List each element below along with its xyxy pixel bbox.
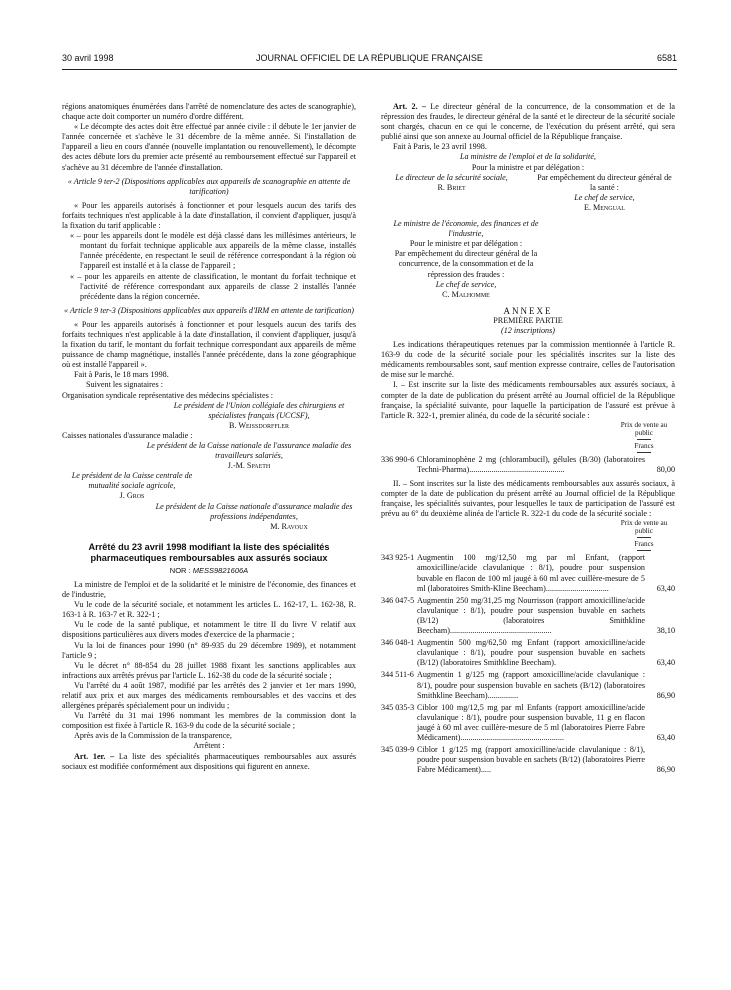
- drug-price: 63,40: [656, 732, 675, 742]
- drug-list: [381, 553, 675, 775]
- paragraph: « Le décompte des actes doit être effectué par année civile : il débute le 1er janvier de l'année concernée et s'achève le 31 décembre de la même année. Si l'installation de l'appareil a lieu en cours d'année (nouvelle implantation ou renouvellement), le décompte des actes débute lors du premier acte présenté au remboursement effectué sur l'appareil et s'achève au 31 décembre de l'année d'installation.: [62, 122, 356, 172]
- visa: Vu l'arrêté du 31 mai 1996 nommant les membres de la commission dont la composition est fixée à l'article R. 163-9 du code de la sécurité sociale ;: [62, 711, 356, 731]
- drug-price: 63,40: [656, 583, 675, 593]
- nor-code: MESS9821606A: [192, 565, 249, 575]
- drug-code: 345 039-9: [381, 745, 415, 755]
- minister-title: Le ministre de l'économie, des finances et de l'industrie,: [393, 219, 539, 239]
- price-header-label: Prix de vente au public: [620, 420, 668, 437]
- drug-entry: [381, 455, 675, 475]
- part-heading: PREMIÈRE PARTIE: [493, 315, 563, 325]
- right-column: [381, 102, 675, 775]
- signatory-title: Le président de la Caisse nationale de l'assurance maladie des travailleurs salariés,: [146, 441, 352, 461]
- drug-entry: [381, 596, 675, 636]
- signatory-name: J.-M. Spaeth: [227, 461, 271, 471]
- signatory-name: E. Mengual: [583, 202, 625, 212]
- nor-reference: [62, 566, 356, 576]
- visa: Vu le code de la sécurité sociale, et notamment les articles L. 162-17, L. 162-38, R. 163-1 à R. 163-7 et R. 322-1 ;: [62, 600, 356, 620]
- drug-entry: [381, 703, 675, 743]
- minister-title: La ministre de l'emploi et de la solidarité,: [460, 152, 596, 162]
- paragraph: La ministre de l'emploi et de la solidarité et le ministre de l'économie, des finances et de l'industrie,: [62, 579, 356, 600]
- article-2: [381, 102, 675, 142]
- signature-row: [381, 173, 675, 213]
- article-1: [62, 752, 356, 772]
- organisation-label: Organisation syndicale représentative des médecins spécialistes :: [62, 390, 274, 400]
- drug-description: Ciblor 100 mg/12,5 mg par ml Enfants (rapport amoxicilline/acide clavulanique : 8/1), poudre pour suspension buvable, 11 g en flacon jaugé à 60 ml avec cuillère-mesure de 5 ml (laboratoires Pierre Fabre Médicament)...................................................: [417, 702, 645, 742]
- currency-label: Francs: [634, 441, 654, 450]
- nor-label: NOR :: [169, 565, 191, 575]
- drug-description: Augmentin 250 mg/31,25 mg Nourrisson (rapport amoxicilline/acide clavulanique : 8/1), poudre pour suspension buvable en sachets (B/12) (laboratoires Smithkline Beecham)..................................................: [417, 595, 645, 636]
- visa: Vu la loi de finances pour 1990 (n° 89-935 du 29 décembre 1989), et notamment l'article 9 ;: [62, 640, 356, 660]
- signatory-title: Le directeur de la sécurité sociale,: [395, 172, 508, 182]
- inscriptions-count: (12 inscriptions): [501, 325, 555, 335]
- paragraph: Les indications thérapeutiques retenues par la commission mentionnée à l'article R. 163-9 du code de la sécurité sociale pour les spécialités inscrites sur la liste des médicaments remboursables sont, sauf mention expresse contraire, celles de l'autorisation de mise sur le marché.: [381, 340, 675, 380]
- drug-entry: [381, 670, 675, 700]
- date-place: Fait à Paris, le 23 avril 1998.: [393, 142, 487, 152]
- drug-code: 345 035-3: [381, 702, 415, 712]
- drug-price: 86,90: [656, 765, 675, 775]
- drug-price: 38,10: [656, 626, 675, 636]
- drug-entry: [381, 553, 675, 593]
- article-heading: « Article 9 ter-3 (Dispositions applicables aux appareils d'IRM en attente de tarification): [64, 305, 354, 315]
- signatory-title: Par empêchement du directeur général de la santé :: [537, 172, 672, 192]
- decree-title: Arrêté du 23 avril 1998 modifiant la liste des spécialités pharmaceutiques remboursables aux assurés sociaux: [88, 541, 330, 563]
- signatory-role: Le chef de service,: [574, 192, 635, 202]
- drug-price: 80,00: [656, 464, 675, 474]
- signatory-title: Le président de l'Union collégiale des chirurgiens et spécialistes français (UCCSF),: [173, 400, 345, 420]
- drug-code: 336 990-6: [381, 454, 415, 464]
- bullet-item: « – pour les appareils en attente de classification, le montant du forfait technique et l'activité de référence correspondant aux appareils de classe 2 installés l'année précédente dans la région concernée.: [70, 271, 356, 301]
- divider: [637, 537, 651, 538]
- drug-description: Chloraminophène 2 mg (chlorambucil), gélules (B/30) (laboratoires Techni-Pharma)...............................................: [417, 454, 645, 474]
- left-column: [62, 102, 356, 772]
- divider: [637, 452, 651, 453]
- paragraph: II. – Sont inscrites sur la liste des médicaments remboursables aux assurés sociaux, à compter de la date de publication du présent arrêté au Journal officiel de la République française, les spécialités suivantes, pour lesquelles le taux de participation de l'assuré est prévu au 6° du deuxième alinéa de l'article R. 322-1 du code de la sécurité sociale :: [381, 479, 675, 519]
- drug-description: Augmentin 100 mg/12,50 mg par ml Enfant, (rapport amoxicilline/acide clavulanique : 8/1), poudre pour suspension buvable en flacon de 100 ml jaugé à 60 ml avec cuillère-mesure de 5 ml (laboratoires Smith-Kline Beecham)...............................: [417, 553, 645, 593]
- article-heading: « Article 9 ter-2 (Dispositions applicables aux appareils de scanographie en attente de tarification): [67, 176, 351, 196]
- bullet-item: « – pour les appareils dont le modèle est déjà classé dans les millésimes antérieurs, le montant du forfait technique applicable aux appareils de la même classe, installés l'année précédente, en respectant le seuil de référence correspondant à la région où l'appareil est installé et à la classe de l'appareil ;: [70, 231, 356, 271]
- article-text: Le directeur général de la concurrence, de la consommation et de la répression des fraudes, le directeur général de la santé et le directeur de la sécurité sociale sont chargés, chacun en ce qui le concerne, de l'exécution du présent arrêté, qui sera publié ainsi que son annexe au Journal officiel de la République française.: [381, 102, 676, 142]
- signatory-role: Le chef de service,: [435, 279, 497, 289]
- signatory-name: J. Gros: [119, 491, 145, 501]
- header-page-number: 6581: [656, 53, 677, 63]
- page-header: [62, 53, 677, 69]
- drug-code: 344 511-6: [381, 670, 414, 680]
- price-column-header: [613, 421, 675, 453]
- paragraph: I. – Est inscrite sur la liste des médicaments remboursables aux assurés sociaux, à compter de la date de publication du présent arrêté au Journal officiel de la République française, la spécialité suivante, pour laquelle la participation de l'assuré est prévue à l'article R. 322-1, premier alinéa, du code de la sécurité sociale :: [381, 380, 675, 420]
- signatory-name: B. Weissdorffler: [228, 420, 289, 430]
- signatories-label: Suivent les signataires :: [86, 380, 163, 390]
- drug-entry: [381, 745, 675, 775]
- signatory-name: C. Malhomme: [442, 289, 490, 299]
- visa: Vu l'arrêté du 4 août 1987, modifié par les arrêtés des 2 janvier et 1er mars 1990, relatif aux prix et aux marges des médicaments remboursables et des vaccins et des allergènes préparés spécialement pour un individu ;: [62, 680, 356, 711]
- drug-description: Augmentin 1 g/125 mg (rapport amoxicilline/acide clavulanique : 8/1), poudre pour suspension buvable en sachets (B/12) (laboratoires Smithkline Beecham)...............: [417, 670, 645, 700]
- article-text: La liste des spécialités pharmaceutiques remboursables aux assurés sociaux est modifiée conformément aux dispositions qui figurent en annexe.: [62, 751, 356, 771]
- visa: Vu le décret n° 88-854 du 28 juillet 1988 fixant les sanctions applicables aux infractions aux arrêtés prévus par l'article L. 162-38 du code de la sécurité sociale ;: [62, 660, 356, 680]
- organisation-label: Caisses nationales d'assurance maladie :: [62, 430, 193, 440]
- arretent-label: Arrêtent :: [193, 741, 225, 751]
- signatory-title: Par empêchement du directeur général de la concurrence, de la consommation et de la répression des fraudes :: [394, 249, 538, 279]
- drug-code: 346 048-1: [381, 638, 415, 648]
- date-place: Fait à Paris, le 18 mars 1998.: [74, 370, 169, 380]
- drug-description: Ciblor 1 g/125 mg (rapport amoxicilline/acide clavulanique : 8/1), poudre pour suspension buvable en sachets (B/12) (laboratoires Pierre Fabre Médicament).....: [417, 745, 645, 775]
- header-rule: [62, 69, 677, 70]
- paragraph: « Pour les appareils autorisés à fonctionner et pour lesquels aucun des tarifs des forfaits techniques n'est applicable à la date d'installation, il convient d'appliquer, jusqu'à la fixation du tarif applicable :: [62, 200, 356, 231]
- signatory-title: Le président de la Caisse centrale de mutualité sociale agricole,: [71, 471, 193, 491]
- drug-description: Augmentin 500 mg/62,50 mg Enfant (rapport amoxicilline/acide clavulanique : 8/1), poudre pour suspension buvable en sachets (B/12) (laboratoires Smithkline Beecham).: [417, 638, 645, 668]
- signatory-title: Le président de la Caisse nationale d'assurance maladie des professions indépendantes,: [155, 501, 353, 521]
- signatory-name: M. Ravoux: [270, 521, 308, 531]
- price-column-header: [613, 519, 675, 551]
- signature-block: [534, 173, 675, 213]
- delegation-label: Pour le ministre et par délégation :: [409, 239, 523, 249]
- price-header-label: Prix de vente au public: [620, 519, 668, 536]
- drug-code: 343 925-1: [381, 553, 415, 563]
- drug-entry: [381, 638, 675, 668]
- currency-label: Francs: [634, 540, 654, 549]
- paragraph: « Pour les appareils autorisés à fonctionner et pour lesquels aucun des tarifs des forfaits techniques n'est applicable à la date d'installation, il convient d'appliquer, jusqu'à la fixation du tarif, le montant du forfait technique correspondant aux appareils de même puissance de champ magnétique, installés l'année précédente, dans la zone géographique où est installé l'appareil ».: [62, 319, 356, 370]
- drug-price: 86,90: [656, 690, 675, 700]
- divider: [637, 439, 651, 440]
- article-label: Art. 2. –: [393, 102, 426, 111]
- header-journal-title: JOURNAL OFFICIEL DE LA RÉPUBLIQUE FRANÇAISE: [256, 53, 483, 63]
- paragraph: régions anatomiques énumérées dans l'arrêté de nomenclature des actes de scanographie), chaque acte doit comporter un numéro d'ordre différent.: [62, 102, 356, 122]
- article-label: Art. 1er. –: [74, 751, 115, 761]
- signatory-name: R. Briet: [437, 182, 466, 192]
- annexe-heading: ANNEXE: [503, 305, 553, 316]
- drug-code: 346 047-5: [381, 595, 415, 605]
- drug-price: 63,40: [656, 658, 675, 668]
- visa: Après avis de la Commission de la transparence,: [74, 731, 232, 741]
- delegation-label: Pour la ministre et par délégation :: [471, 162, 585, 172]
- visa: Vu le code de la santé publique, et notamment le titre II du livre V relatif aux dispositions particulières aux divers modes d'exercice de la pharmacie ;: [62, 620, 356, 640]
- header-date: 30 avril 1998: [62, 53, 114, 63]
- divider: [637, 550, 651, 551]
- signature-block: [381, 173, 522, 213]
